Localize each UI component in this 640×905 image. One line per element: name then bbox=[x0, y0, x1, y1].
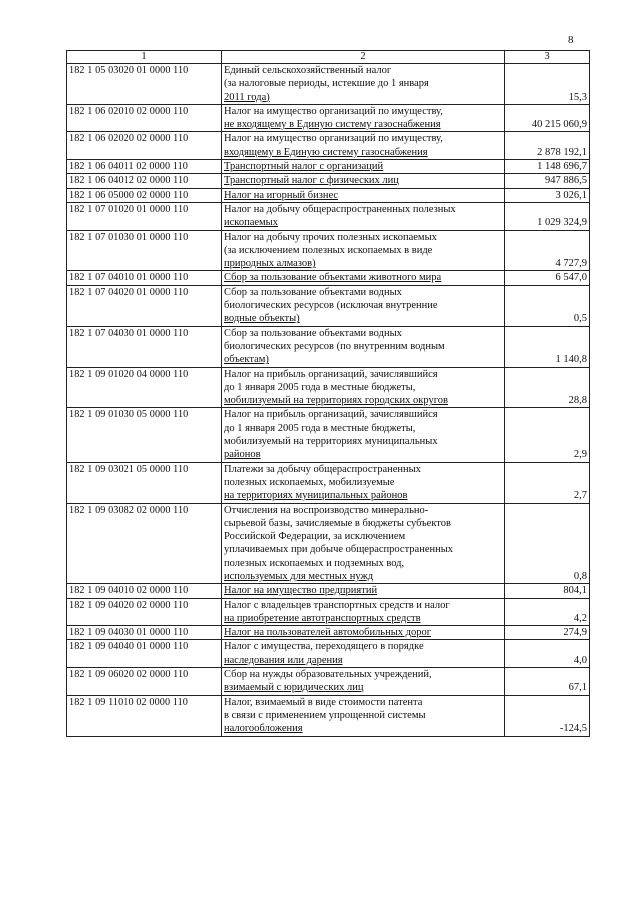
budget-code-cell: 182 1 09 11010 02 0000 110 bbox=[67, 695, 222, 736]
revenue-name-line: используемых для местных нужд bbox=[224, 570, 374, 582]
budget-code-cell: 182 1 07 01030 01 0000 110 bbox=[67, 230, 222, 271]
amount-cell: 2,9 bbox=[505, 408, 590, 462]
revenue-name-cell bbox=[222, 598, 505, 626]
budget-code-cell: 182 1 09 04020 02 0000 110 bbox=[67, 598, 222, 626]
revenue-name-line: Налог с владельцев транспортных средств и налог bbox=[224, 599, 450, 611]
table-row bbox=[67, 668, 590, 696]
revenue-name-cell bbox=[222, 408, 505, 462]
budget-code-cell: 182 1 09 04010 02 0000 110 bbox=[67, 584, 222, 598]
revenue-name-cell bbox=[222, 626, 505, 640]
revenue-name-line: полезных ископаемых и подземных вод, bbox=[224, 557, 405, 569]
amount-cell: 0,8 bbox=[505, 503, 590, 584]
revenue-name-cell bbox=[222, 462, 505, 503]
table-row bbox=[67, 598, 590, 626]
column-header-amount: 3 bbox=[505, 51, 590, 64]
budget-code-cell: 182 1 07 01020 01 0000 110 bbox=[67, 202, 222, 230]
revenue-name-line: Сбор за пользование объектами водных bbox=[224, 286, 402, 298]
budget-code-cell: 182 1 06 02010 02 0000 110 bbox=[67, 104, 222, 132]
revenue-name-cell bbox=[222, 503, 505, 584]
revenue-name-cell bbox=[222, 285, 505, 326]
budget-code-cell: 182 1 09 03021 05 0000 110 bbox=[67, 462, 222, 503]
revenue-name-cell bbox=[222, 202, 505, 230]
budget-code-cell: 182 1 06 04012 02 0000 110 bbox=[67, 174, 222, 188]
revenue-name-line: районов bbox=[224, 449, 261, 461]
revenue-name-cell bbox=[222, 132, 505, 160]
page-number: 8 bbox=[568, 34, 574, 46]
revenue-name-cell bbox=[222, 367, 505, 408]
revenue-name-cell bbox=[222, 271, 505, 285]
revenue-name-line: Налог на прибыль организаций, зачислявшийся bbox=[224, 409, 438, 421]
amount-cell: 6 547,0 bbox=[505, 271, 590, 285]
revenue-name-line: входящему в Единую систему газоснабжения bbox=[224, 146, 428, 158]
revenue-name-line: Единый сельскохозяйственный налог bbox=[224, 65, 392, 76]
amount-cell: 0,5 bbox=[505, 285, 590, 326]
amount-cell: 4,0 bbox=[505, 640, 590, 668]
revenue-name-cell bbox=[222, 188, 505, 202]
revenue-name-line: полезных ископаемых, мобилизуемые bbox=[224, 476, 395, 488]
revenue-table bbox=[66, 50, 590, 737]
budget-code-cell: 182 1 09 03082 02 0000 110 bbox=[67, 503, 222, 584]
revenue-name-line: сырьевой базы, зачисляемые в бюджеты субъектов bbox=[224, 517, 451, 529]
revenue-name-line: взимаемый с юридических лиц bbox=[224, 682, 364, 694]
revenue-name-line: Платежи за добычу общераспространенных bbox=[224, 463, 421, 475]
revenue-name-line: Российской Федерации, за исключением bbox=[224, 531, 406, 543]
revenue-name-line: биологических ресурсов (по внутренним водным bbox=[224, 340, 445, 352]
table-row bbox=[67, 160, 590, 174]
table-row bbox=[67, 462, 590, 503]
revenue-name-line: водные объекты) bbox=[224, 313, 300, 325]
amount-cell: 274,9 bbox=[505, 626, 590, 640]
revenue-name-line: в связи с применением упрощенной системы bbox=[224, 709, 426, 721]
column-header-code: 1 bbox=[67, 51, 222, 64]
amount-cell: 3 026,1 bbox=[505, 188, 590, 202]
budget-code-cell: 182 1 09 01030 05 0000 110 bbox=[67, 408, 222, 462]
revenue-name-line: налогообложения bbox=[224, 723, 303, 735]
budget-code-cell: 182 1 06 05000 02 0000 110 bbox=[67, 188, 222, 202]
amount-cell: 2 878 192,1 bbox=[505, 132, 590, 160]
revenue-name-line: до 1 января 2005 года в местные бюджеты, bbox=[224, 381, 416, 393]
amount-cell: 1 140,8 bbox=[505, 326, 590, 367]
table-row bbox=[67, 326, 590, 367]
revenue-name-line: Отчисления на воспроизводство минерально- bbox=[224, 504, 429, 516]
revenue-name-cell bbox=[222, 174, 505, 188]
revenue-name-line: ископаемых bbox=[224, 217, 278, 229]
revenue-name-line: до 1 января 2005 года в местные бюджеты, bbox=[224, 422, 416, 434]
revenue-name-cell bbox=[222, 230, 505, 271]
amount-cell: 4 727,9 bbox=[505, 230, 590, 271]
table-row bbox=[67, 626, 590, 640]
table-row bbox=[67, 408, 590, 462]
table-row bbox=[67, 132, 590, 160]
table-row bbox=[67, 584, 590, 598]
table-row bbox=[67, 202, 590, 230]
budget-code-cell: 182 1 09 04040 01 0000 110 bbox=[67, 640, 222, 668]
revenue-name-line: Налог на имущество организаций по имуществу, bbox=[224, 133, 443, 145]
budget-code-cell: 182 1 09 01020 04 0000 110 bbox=[67, 367, 222, 408]
table-row bbox=[67, 271, 590, 285]
budget-code-cell: 182 1 07 04030 01 0000 110 bbox=[67, 326, 222, 367]
table-row bbox=[67, 695, 590, 736]
budget-code-cell: 182 1 09 06020 02 0000 110 bbox=[67, 668, 222, 696]
amount-cell: 15,3 bbox=[505, 64, 590, 105]
revenue-name-line: на территориях муниципальных районов bbox=[224, 490, 408, 502]
amount-cell: 1 029 324,9 bbox=[505, 202, 590, 230]
budget-code-cell: 182 1 09 04030 01 0000 110 bbox=[67, 626, 222, 640]
budget-code-cell: 182 1 05 03020 01 0000 110 bbox=[67, 64, 222, 105]
revenue-name-cell bbox=[222, 668, 505, 696]
revenue-name-line: Налог на добычу прочих полезных ископаемых bbox=[224, 231, 437, 243]
revenue-name-line: наследования или дарения bbox=[224, 654, 343, 666]
revenue-name-line: Транспортный налог с организаций bbox=[224, 161, 384, 173]
revenue-name-line: объектам) bbox=[224, 354, 269, 366]
amount-cell: 40 215 060,9 bbox=[505, 104, 590, 132]
table-row bbox=[67, 230, 590, 271]
amount-cell: 1 148 696,7 bbox=[505, 160, 590, 174]
revenue-name-line: 2011 года) bbox=[224, 91, 270, 103]
amount-cell: 28,8 bbox=[505, 367, 590, 408]
revenue-name-cell bbox=[222, 695, 505, 736]
table-row bbox=[67, 64, 590, 105]
amount-cell: 4,2 bbox=[505, 598, 590, 626]
amount-cell: 804,1 bbox=[505, 584, 590, 598]
revenue-name-line: мобилизуемый на территориях муниципальных bbox=[224, 436, 438, 448]
table-row bbox=[67, 188, 590, 202]
budget-code-cell: 182 1 06 04011 02 0000 110 bbox=[67, 160, 222, 174]
revenue-name-line: Налог, взимаемый в виде стоимости патента bbox=[224, 696, 423, 708]
revenue-name-line: не входящему в Единую систему газоснабжения bbox=[224, 119, 441, 131]
budget-code-cell: 182 1 07 04020 01 0000 110 bbox=[67, 285, 222, 326]
table-row bbox=[67, 367, 590, 408]
revenue-name-cell bbox=[222, 640, 505, 668]
revenue-name-line: Транспортный налог с физических лиц bbox=[224, 175, 399, 187]
revenue-name-cell bbox=[222, 160, 505, 174]
budget-code-cell: 182 1 06 02020 02 0000 110 bbox=[67, 132, 222, 160]
budget-code-cell: 182 1 07 04010 01 0000 110 bbox=[67, 271, 222, 285]
table-row bbox=[67, 104, 590, 132]
amount-cell: -124,5 bbox=[505, 695, 590, 736]
table-row bbox=[67, 174, 590, 188]
revenue-name-line: Налог на пользователей автомобильных дорог bbox=[224, 627, 432, 639]
table-row bbox=[67, 503, 590, 584]
revenue-name-line: мобилизуемый на территориях городских округов bbox=[224, 395, 448, 407]
amount-cell: 947 886,5 bbox=[505, 174, 590, 188]
amount-cell: 2,7 bbox=[505, 462, 590, 503]
revenue-name-line: Налог на добычу общераспространенных полезных bbox=[224, 203, 456, 215]
revenue-name-cell bbox=[222, 64, 505, 105]
revenue-name-cell bbox=[222, 104, 505, 132]
revenue-name-line: природных алмазов) bbox=[224, 258, 316, 270]
revenue-name-line: Налог на имущество организаций по имуществу, bbox=[224, 105, 443, 117]
revenue-name-line: (за исключением полезных ископаемых в виде bbox=[224, 244, 433, 256]
revenue-name-line: Налог на имущество предприятий bbox=[224, 585, 378, 597]
revenue-name-line: Налог с имущества, переходящего в порядке bbox=[224, 641, 424, 653]
table-row bbox=[67, 285, 590, 326]
revenue-name-line: (за налоговые периоды, истекшие до 1 января bbox=[224, 78, 429, 90]
revenue-name-line: биологических ресурсов (исключая внутренние bbox=[224, 300, 438, 312]
revenue-name-line: Сбор за пользование объектами водных bbox=[224, 327, 402, 339]
revenue-name-line: Налог на игорный бизнес bbox=[224, 189, 339, 201]
revenue-name-line: Налог на прибыль организаций, зачислявшийся bbox=[224, 368, 438, 380]
revenue-name-line: Сбор за пользование объектами животного мира bbox=[224, 272, 442, 284]
revenue-name-line: на приобретение автотранспортных средств bbox=[224, 612, 421, 624]
revenue-name-cell bbox=[222, 584, 505, 598]
column-header-name: 2 bbox=[222, 51, 505, 64]
table-row bbox=[67, 640, 590, 668]
revenue-name-cell bbox=[222, 326, 505, 367]
revenue-name-line: Сбор на нужды образовательных учреждений, bbox=[224, 669, 432, 681]
amount-cell: 67,1 bbox=[505, 668, 590, 696]
table-header-row bbox=[67, 51, 590, 64]
revenue-name-line: уплачиваемых при добыче общераспространенных bbox=[224, 544, 454, 556]
